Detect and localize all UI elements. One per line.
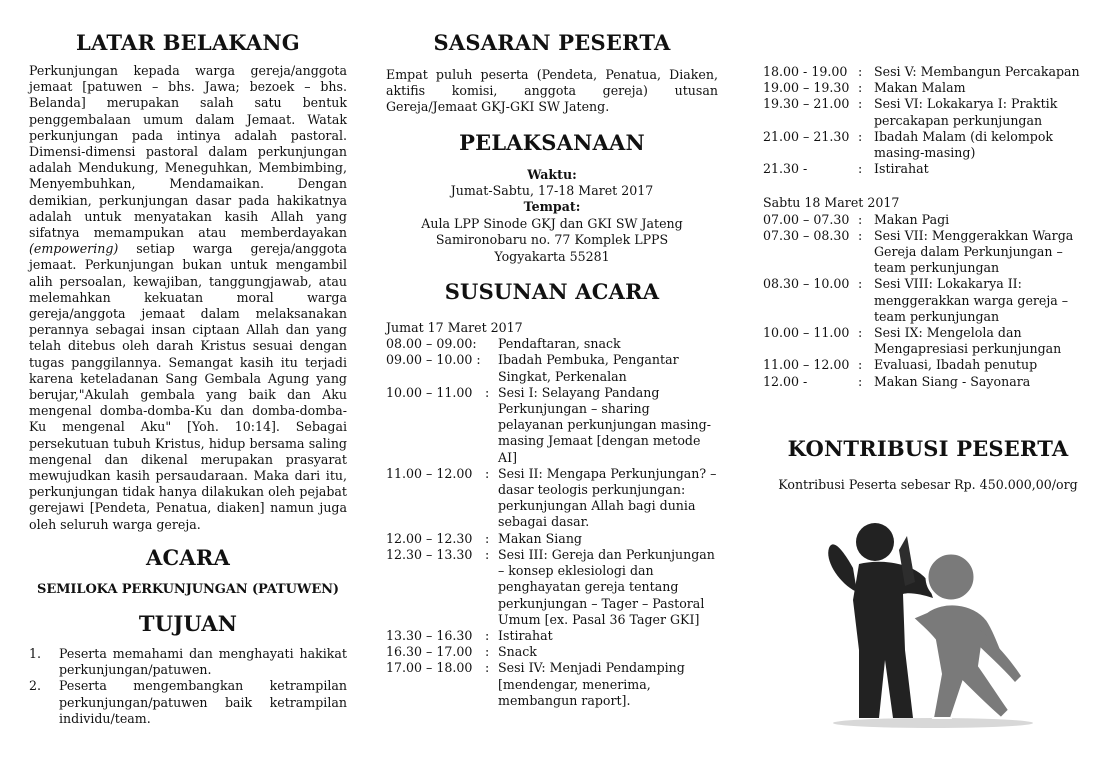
schedule-description: Pendaftaran, snack [498,336,621,352]
day1-schedule [386,336,718,709]
schedule-time: 07.00 – 07.30 [763,211,850,227]
schedule-description: Makan Pagi [874,211,950,227]
schedule-time: 12.00 – 12.30 [386,530,473,546]
schedule-colon: : [485,530,490,546]
schedule-time: 17.00 – 18.00 [386,660,473,676]
schedule-row [763,374,1093,390]
day2-schedule [763,212,1093,390]
list-item [29,646,347,678]
schedule-time: 19.30 – 21.00 [763,96,850,112]
sasaran-peserta-heading: SASARAN PESERTA [433,30,671,55]
schedule-description: Sesi II: Mengapa Perkunjungan? – dasar teologis perkunjungan: perkunjungan Allah bagi dunia sebagai dasar. [498,465,717,530]
column-left [29,0,347,727]
schedule-colon: : [485,546,490,562]
kontribusi-text: Kontribusi Peserta sebesar Rp. 450.000,00/org [778,476,1078,492]
schedule-time: 13.30 – 16.30 [386,627,473,643]
sasaran-peserta-text: Empat puluh peserta (Pendeta, Penatua, Diaken, aktifis komisi, anggota gereja) utusan Gereja/Jemaat GKJ-GKI SW Jateng. [386,67,718,115]
schedule-time: 21.30 - [763,161,808,177]
schedule-colon [485,336,498,352]
waktu-label: Waktu: [527,166,577,182]
schedule-description: Sesi IV: Menjadi Pendamping [mendengar, menerima, membangun raport]. [498,660,685,708]
schedule-time: 21.00 – 21.30 [763,128,850,144]
schedule-time: 19.00 – 19.30 [763,80,850,96]
schedule-time: 11.00 – 12.00 [763,357,850,373]
pelaksanaan-heading: PELAKSANAAN [459,129,645,155]
schedule-colon: : [485,644,490,660]
schedule-colon [485,352,498,384]
latar-belakang-text-part1: Perkunjungan kepada warga gereja/anggota jemaat [patuwen – bhs. Jawa; bezoek – bhs. Belanda] merupakan salah satu bentuk penggembalaan umum dalam Jemaat. Watak perkunjungan pada intinya adalah pastoral. Dimensi-dimensi pastoral dalam perkunjungan adalah Mendukung, Meneguhkan, Membimbing, Menyembuhkan, Mendamaikan. Dengan demikian, perkunjungan dasar pada hakikatnya adalah untuk menyatakan kasih Allah yang sifatnya memampukan atau memberdayakan [29,63,347,241]
day1-date: Jumat 17 Maret 2017 [386,320,523,336]
schedule-colon: : [485,660,490,676]
schedule-row [386,660,718,709]
pelaksanaan-details [386,167,718,265]
schedule-colon: : [858,325,863,341]
schedule-time: 09.00 – 10.00 : [386,352,481,368]
latar-belakang-heading: LATAR BELAKANG [76,30,300,55]
schedule-colon: : [858,211,863,227]
schedule-description: Istirahat [874,161,929,177]
schedule-time: 11.00 – 12.00 [386,465,473,481]
schedule-description: Sesi VI: Lokakarya I: Praktik percakapan perkunjungan [874,96,1058,128]
schedule-colon: : [485,627,490,643]
schedule-row [763,357,1093,373]
list-number: 1. [29,645,42,661]
list-item [29,678,347,727]
schedule-description: Sesi III: Gereja dan Perkunjungan – konsep eklesiologi dan penghayatan gereja tentang perkunjungan – Tager – Pastoral Umum [ex. Pasal 36 Tager GKI] [498,546,715,627]
schedule-row [763,161,1093,177]
schedule-colon: : [858,96,863,112]
schedule-colon: : [485,384,490,400]
schedule-description: Makan Siang - Sayonara [874,373,1031,389]
schedule-description: Sesi VII: Menggerakkan Warga Gereja dalam Perkunjungan – team perkunjungan [874,227,1074,276]
schedule-time: 16.30 – 17.00 [386,644,473,660]
tujuan-heading: TUJUAN [138,610,238,636]
ground-shadow [833,718,1033,728]
schedule-row [763,64,1093,80]
schedule-time: 07.30 – 08.30 [763,227,850,243]
schedule-description: Evaluasi, Ibadah penutup [874,357,1038,373]
day1-schedule-continued [763,64,1093,177]
latar-belakang-text-part2: setiap warga gereja/anggota jemaat. Perkunjungan bukan untuk mengambil alih persoalan, kewajiban, tanggungjawab, atau melemahkan kekuatan moral warga gereja/anggota jemaat dalam melaksanakan perannya sebagai insan ciptaan Allah dan yang telah ditebus oleh darah Kristus sesuai dengan tugas panggilannya. Semangat kasih itu terjadi karena keteladanan Sang Gembala Agung yang berujar,"Akulah gembala yang baik dan Aku mengenal domba-domba-Ku dan domba-domba-Ku mengenal Aku" [Yoh. 10:14]. Sebagai persekutuan tubuh Kristus, hidup bersama saling mengenal dan dikenal merupakan prasyarat mewujudkan kasih persaudaraan. Maka dari itu, perkunjungan tidak hanya dilakukan oleh pejabat gerejawi [Pendeta, Penatua, diaken] namun juga oleh seluruh warga gereja. [29,241,347,532]
schedule-description: Istirahat [498,627,553,643]
column-right [763,0,1093,492]
list-text: Peserta mengembangkan ketrampilan perkunjungan/patuwen baik ketrampilan individu/team. [59,678,347,726]
schedule-description: Sesi VIII: Lokakarya II: menggerakkan warga gereja – team perkunjungan [874,276,1069,324]
schedule-colon: : [858,373,863,389]
schedule-description: Ibadah Malam (di kelompok masing-masing) [874,128,1054,161]
schedule-row [763,325,1093,357]
schedule-row [386,385,718,466]
schedule-row [763,80,1093,96]
schedule-row [763,228,1093,277]
schedule-time: 18.00 - 19.00 [763,64,848,79]
schedule-colon: : [858,161,863,177]
schedule-description: Sesi IX: Mengelola dan Mengapresiasi perkunjungan [874,325,1062,357]
schedule-colon: : [858,276,863,292]
schedule-row [386,644,718,660]
schedule-row [386,628,718,644]
day2-date: Sabtu 18 Maret 2017 [763,195,900,211]
schedule-row [763,212,1093,228]
schedule-colon: : [858,128,863,144]
tempat-label: Tempat: [523,199,581,215]
schedule-colon: : [858,80,863,96]
schedule-time: 10.00 – 11.00 [386,384,473,400]
schedule-colon: : [858,227,863,243]
susunan-acara-heading: SUSUNAN ACARA [444,279,660,305]
schedule-row [763,276,1093,325]
schedule-time: 08.00 – 09.00: [386,336,477,352]
kontribusi-heading: KONTRIBUSI PESERTA [787,435,1069,461]
schedule-row [763,129,1093,161]
schedule-description: Ibadah Pembuka, Pengantar Singkat, Perkenalan [498,352,679,384]
empowering-term: (empowering) [29,241,119,257]
schedule-row [386,531,718,547]
schedule-time: 12.30 – 13.30 [386,546,473,562]
tempat-line-3: Yogyakarta 55281 [494,248,610,264]
schedule-time: 10.00 – 11.00 [763,325,850,341]
tujuan-list [29,646,347,727]
acara-heading: ACARA [145,544,231,570]
latar-belakang-text [29,63,347,533]
schedule-row [386,336,718,352]
tempat-line-2: Samironobaru no. 77 Komplek LPPS [435,232,669,248]
list-text: Peserta memahami dan menghayati hakikat perkunjungan/patuwen. [59,645,347,678]
schedule-description: Makan Siang [498,530,582,546]
schedule-row [386,547,718,628]
schedule-time: 12.00 - [763,373,808,389]
schedule-colon: : [485,465,490,481]
list-number: 2. [29,678,42,694]
schedule-colon: : [858,64,863,79]
tempat-line-1: Aula LPP Sinode GKJ dan GKI SW Jateng [421,215,683,231]
schedule-description: Sesi V: Membangun Percakapan [874,64,1080,79]
waktu-value: Jumat-Sabtu, 17-18 Maret 2017 [450,183,654,199]
visiting-people-illustration [823,520,1038,730]
grey-figure [913,553,1021,718]
schedule-time: 08.30 – 10.00 [763,276,850,292]
acara-subtitle: SEMILOKA PERKUNJUNGAN (PATUWEN) [37,581,339,597]
schedule-row [763,96,1093,128]
schedule-description: Makan Malam [874,80,966,96]
schedule-colon: : [858,357,863,373]
schedule-description: Snack [498,644,537,660]
schedule-row [386,466,718,531]
column-middle [386,0,718,709]
schedule-row [386,352,718,384]
schedule-description: Sesi I: Selayang Pandang Perkunjungan – sharing pelayanan perkunjungan masing-masing Jemaat [dengan metode AI] [498,384,711,465]
